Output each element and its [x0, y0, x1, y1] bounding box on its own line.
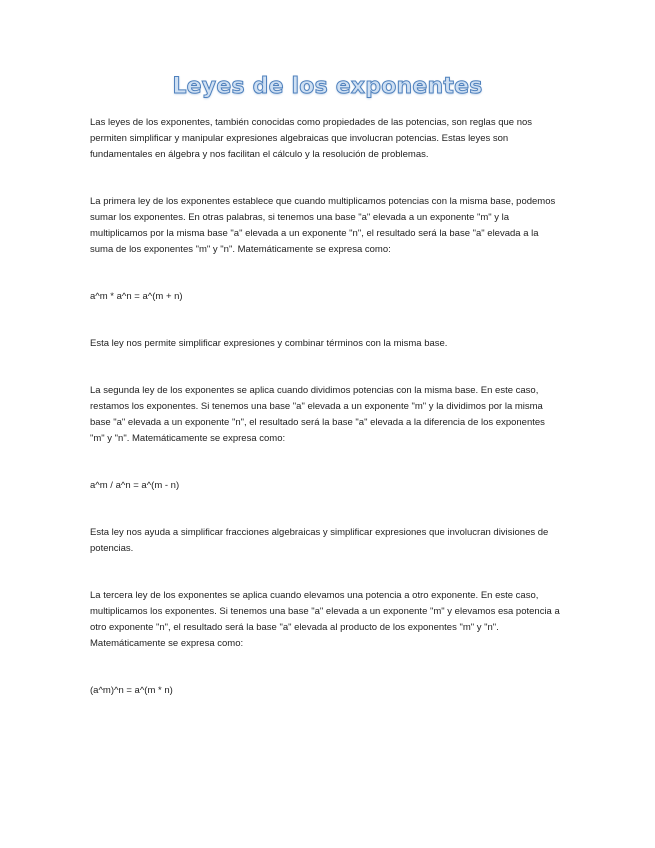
second-law-paragraph: La segunda ley de los exponentes se aplica cuando dividimos potencias con la misma base. En este caso, restamos los exponentes. Si tenemos una base "a" elevada a un exponente "m" y la dividimos por la misma base "a" elevada a un exponente "n", el resultado será la base "a" elevada a la diferencia de los exponentes "m" y "n". Matemáticamente se expresa como: — [90, 385, 545, 444]
intro-paragraph: Las leyes de los exponentes, también conocidas como propiedades de las potencias, son reglas que nos permiten simplificar y manipular expresiones algebraicas que involucran potencias. Estas leyes son fundamentales en álgebra y nos facilitan el cálculo y la resolución de problemas. — [90, 117, 533, 160]
first-law-paragraph: La primera ley de los exponentes establece que cuando multiplicamos potencias con la misma base, podemos sumar los exponentes. En otras palabras, si tenemos una base "a" elevada a un exponente "m" y la multiplicamos por la misma base "a" elevada a un exponente "n", el resultado será la base "a" elevada a la suma de los exponentes "m" y "n". Matemáticamente se expresa como: — [90, 196, 556, 255]
third-law-paragraph: La tercera ley de los exponentes se aplica cuando elevamos una potencia a otro exponente. En este caso, multiplicamos los exponentes. Si tenemos una base "a" elevada a un exponente "m" y elevamos esa potencia a otro exponente "n", el resultado será la base "a" elevada al producto de los exponentes "m" y "n". Matemáticamente se expresa como: — [90, 590, 560, 649]
document-body — [90, 115, 562, 699]
second-law-note: Esta ley nos ayuda a simplificar fracciones algebraicas y simplificar expresiones que involucran divisiones de potencias. — [90, 527, 549, 554]
first-law-note: Esta ley nos permite simplificar expresiones y combinar términos con la misma base. — [90, 338, 448, 349]
document-title: Leyes de los exponentes — [172, 74, 483, 99]
first-law-formula: a^m * a^n = a^(m + n) — [90, 291, 183, 302]
second-law-formula: a^m / a^n = a^(m - n) — [90, 480, 180, 491]
third-law-formula: (a^m)^n = a^(m * n) — [90, 685, 173, 696]
